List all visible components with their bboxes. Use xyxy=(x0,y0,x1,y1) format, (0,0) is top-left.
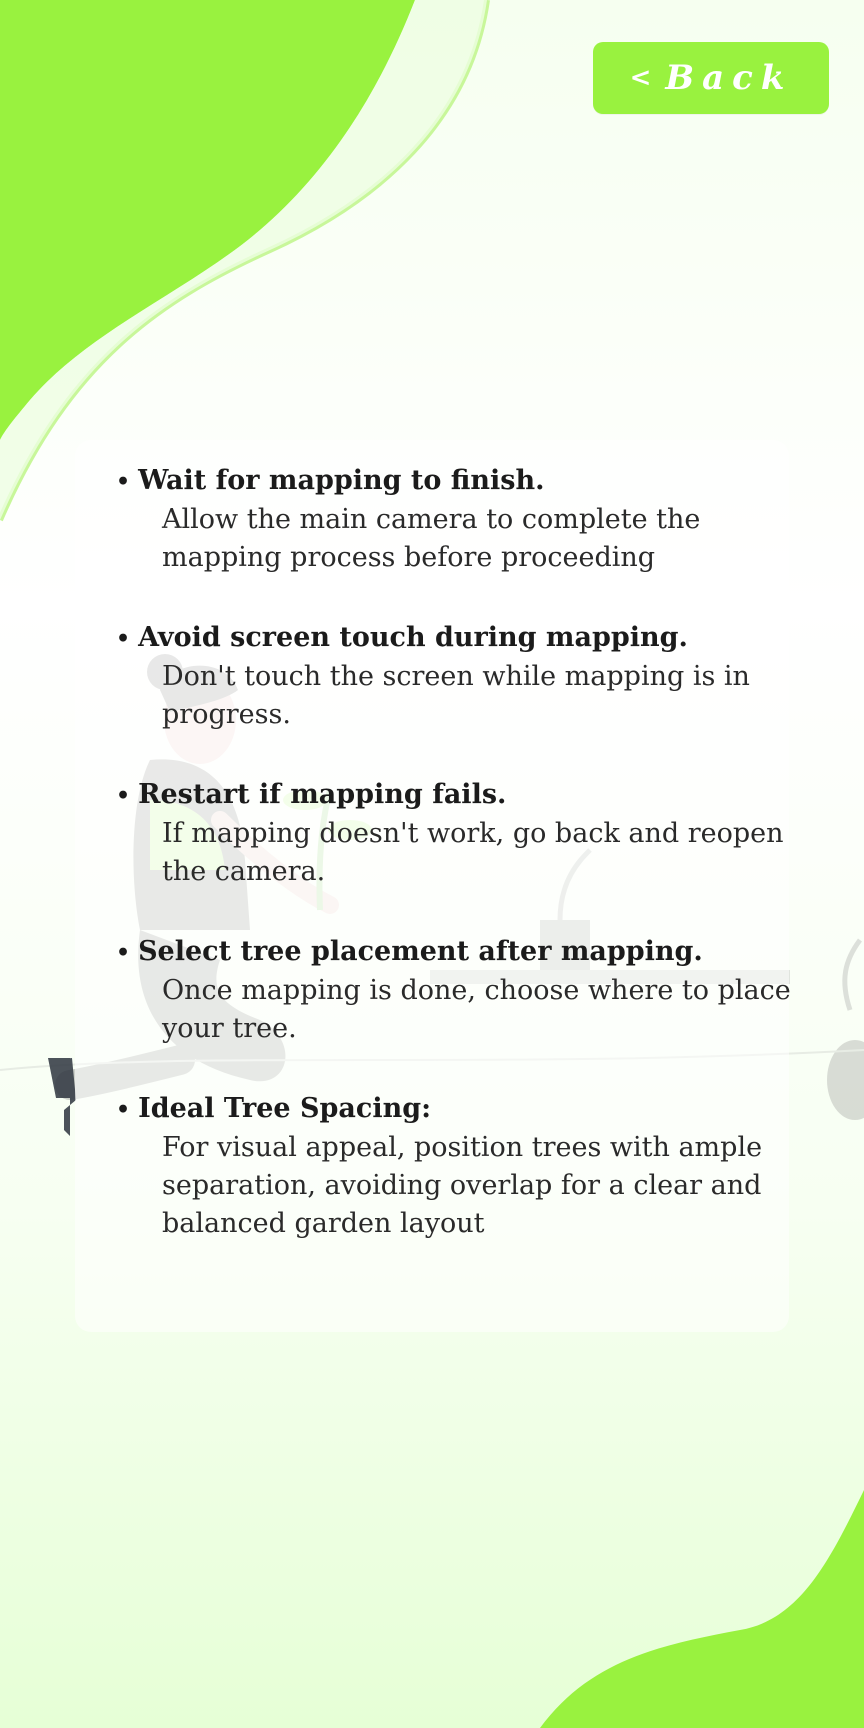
tip-description: Once mapping is done, choose where to place your tree. xyxy=(162,975,791,1044)
tip-description: For visual appeal, position trees with ample separation, avoiding overlap for a clear and balanced garden layout xyxy=(162,1132,763,1239)
bullet-icon: • xyxy=(116,626,131,652)
bullet-icon: • xyxy=(116,1097,131,1123)
back-button-label: Back xyxy=(665,58,793,98)
tip-description: If mapping doesn't work, go back and reopen the camera. xyxy=(162,818,784,887)
bottom-right-wave xyxy=(540,1490,864,1728)
tip-description: Don't touch the screen while mapping is in progress. xyxy=(162,661,750,730)
chevron-left-icon: < xyxy=(629,63,652,93)
tip-item xyxy=(116,933,806,1048)
tip-description: Allow the main camera to complete the mapping process before proceeding xyxy=(162,504,701,573)
tip-item xyxy=(116,462,806,577)
tip-title: Wait for mapping to finish. xyxy=(138,465,545,496)
tip-title: Avoid screen touch during mapping. xyxy=(138,622,688,653)
tip-item xyxy=(116,1090,806,1243)
tip-item xyxy=(116,619,806,734)
bullet-icon: • xyxy=(116,940,131,966)
bullet-icon: • xyxy=(116,783,131,809)
back-button[interactable] xyxy=(593,42,829,114)
tip-item xyxy=(116,776,806,891)
bullet-icon: • xyxy=(116,469,131,495)
tip-title: Select tree placement after mapping. xyxy=(138,936,703,967)
tips-list xyxy=(116,462,806,1285)
tip-title: Restart if mapping fails. xyxy=(138,779,507,810)
tip-title: Ideal Tree Spacing: xyxy=(138,1093,432,1124)
